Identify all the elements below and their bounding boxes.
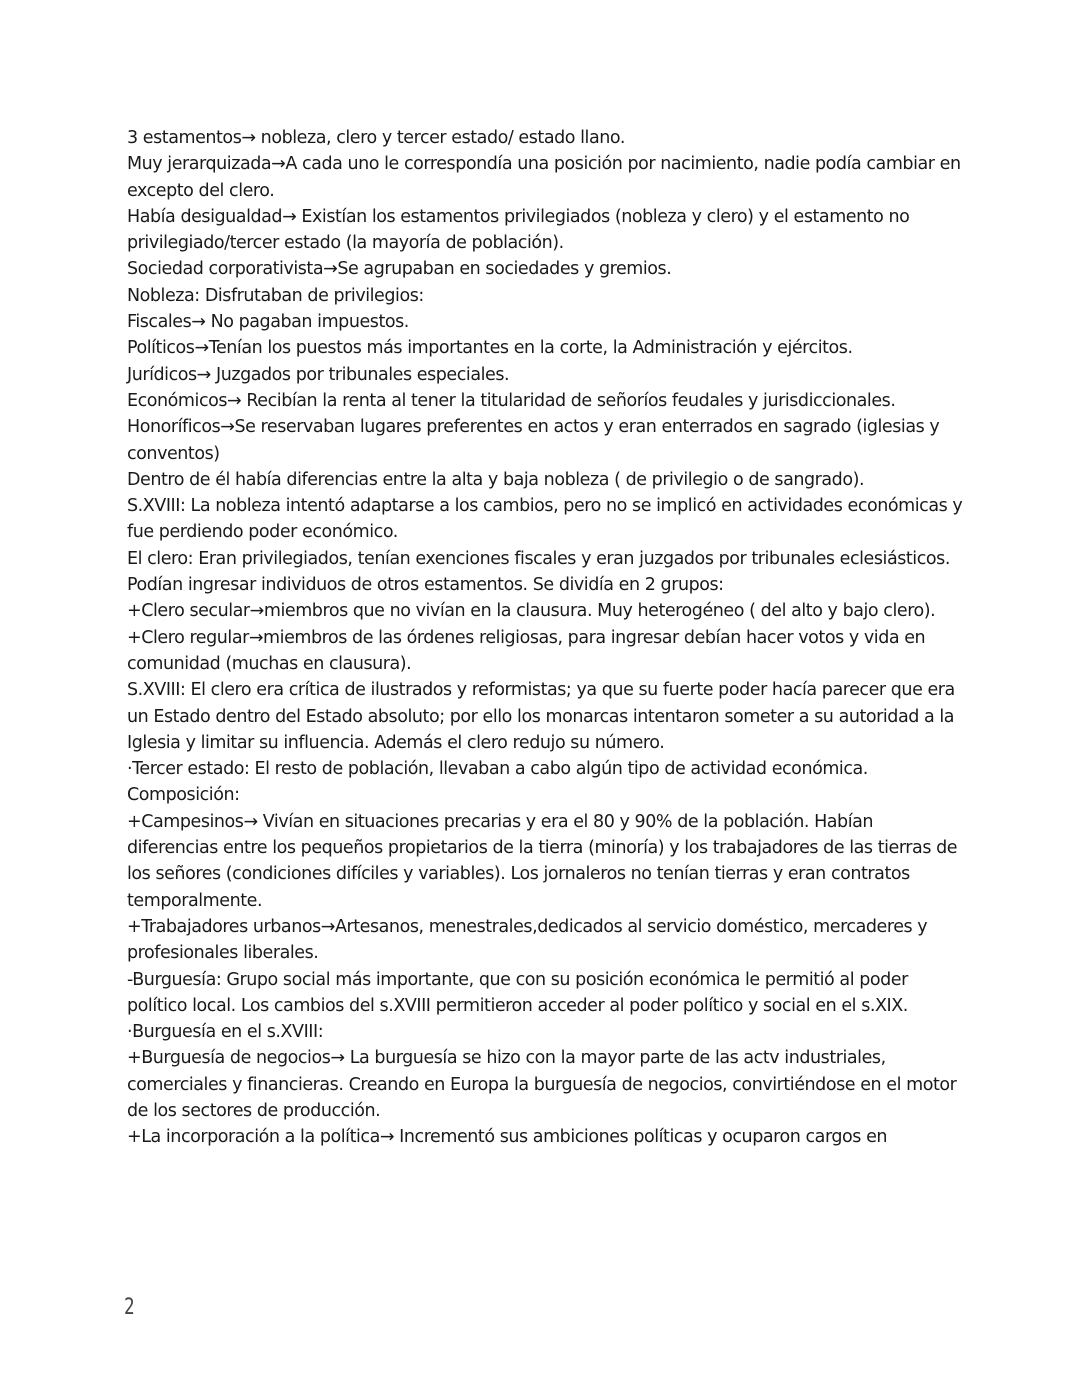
paragraph: +Clero secular→miembros que no vivían en la clausura. Muy heterogéneo ( del alto y bajo clero). xyxy=(127,601,936,622)
paragraph: Jurídicos→ Juzgados por tribunales especiales. xyxy=(127,364,510,385)
paragraph: -Burguesía: Grupo social más importante, que con su posición económica le permitió al poder político local. Los cambios del s.XVIII permitieron acceder al poder político y social en el s.XIX. xyxy=(127,969,908,1016)
paragraph: Económicos→ Recibían la renta al tener la titularidad de señoríos feudales y jurisdiccionales. xyxy=(127,390,896,411)
paragraph: Había desigualdad→ Existían los estamentos privilegiados (nobleza y clero) y el estamento no privilegiado/tercer estado (la mayoría de población). xyxy=(127,206,910,254)
paragraph: El clero: Eran privilegiados, tenían exenciones fiscales y eran juzgados por tribunales eclesiásticos. Podían ingresar individuos de otros estamentos. Se dividía en 2 grupos: xyxy=(127,548,950,596)
paragraph: S.XVIII: La nobleza intentó adaptarse a los cambios, pero no se implicó en actividades económicas y fue perdiendo poder económico. xyxy=(127,496,963,543)
notes-body xyxy=(127,125,967,1151)
paragraph: +Campesinos→ Vivían en situaciones precarias y era el 80 y 90% de la población. Habían diferencias entre los pequeños propietarios de la tierra (minoría) y los trabajadores de las tierras de los señores (condiciones difíciles y variables). Los jornaleros no tenían tierras y eran contratos temporalmente. xyxy=(127,811,958,911)
page-number: 2 xyxy=(124,1295,135,1320)
paragraph: S.XVIII: El clero era crítica de ilustrados y reformistas; ya que su fuerte poder hacía parecer que era un Estado dentro del Estado absoluto; por ello los monarcas intentaron someter a su autoridad a la Iglesia y limitar su influencia. Además el clero redujo su número. xyxy=(127,680,955,753)
paragraph: 3 estamentos→ nobleza, clero y tercer estado/ estado llano. xyxy=(127,128,625,148)
paragraph: +Burguesía de negocios→ La burguesía se hizo con la mayor parte de las actv industriales, comerciales y financieras. Creando en Europa la burguesía de negocios, convirtiéndose en el motor de los sectores de producción. xyxy=(127,1048,957,1121)
paragraph: Honoríficos→Se reservaban lugares preferentes en actos y eran enterrados en sagrado (iglesias y conventos) xyxy=(127,417,940,464)
paragraph: ·Tercer estado: El resto de población, llevaban a cabo algún tipo de actividad económica. xyxy=(127,759,868,780)
paragraph: Muy jerarquizada→A cada uno le correspondía una posición por nacimiento, nadie podía cambiar en excepto del clero. xyxy=(127,154,961,201)
paragraph: Composición: xyxy=(127,785,240,806)
paragraph: +La incorporación a la política→ Incrementó sus ambiciones políticas y ocuparon cargos en xyxy=(127,1127,888,1148)
paragraph: +Trabajadores urbanos→Artesanos, menestrales,dedicados al servicio doméstico, mercaderes y profesionales liberales. xyxy=(127,916,928,964)
paragraph: Políticos→Tenían los puestos más importantes en la corte, la Administración y ejércitos. xyxy=(127,338,853,359)
paragraph: Sociedad corporativista→Se agrupaban en sociedades y gremios. xyxy=(127,259,672,280)
paragraph: ·Burguesía en el s.XVIII: xyxy=(127,1022,324,1043)
paragraph: Nobleza: Disfrutaban de privilegios: xyxy=(127,285,424,306)
paragraph: +Clero regular→miembros de las órdenes religiosas, para ingresar debían hacer votos y vida en comunidad (muchas en clausura). xyxy=(127,627,926,674)
paragraph: Fiscales→ No pagaban impuestos. xyxy=(127,312,409,333)
paragraph: Dentro de él había diferencias entre la alta y baja nobleza ( de privilegio o de sangrado). xyxy=(127,469,865,490)
